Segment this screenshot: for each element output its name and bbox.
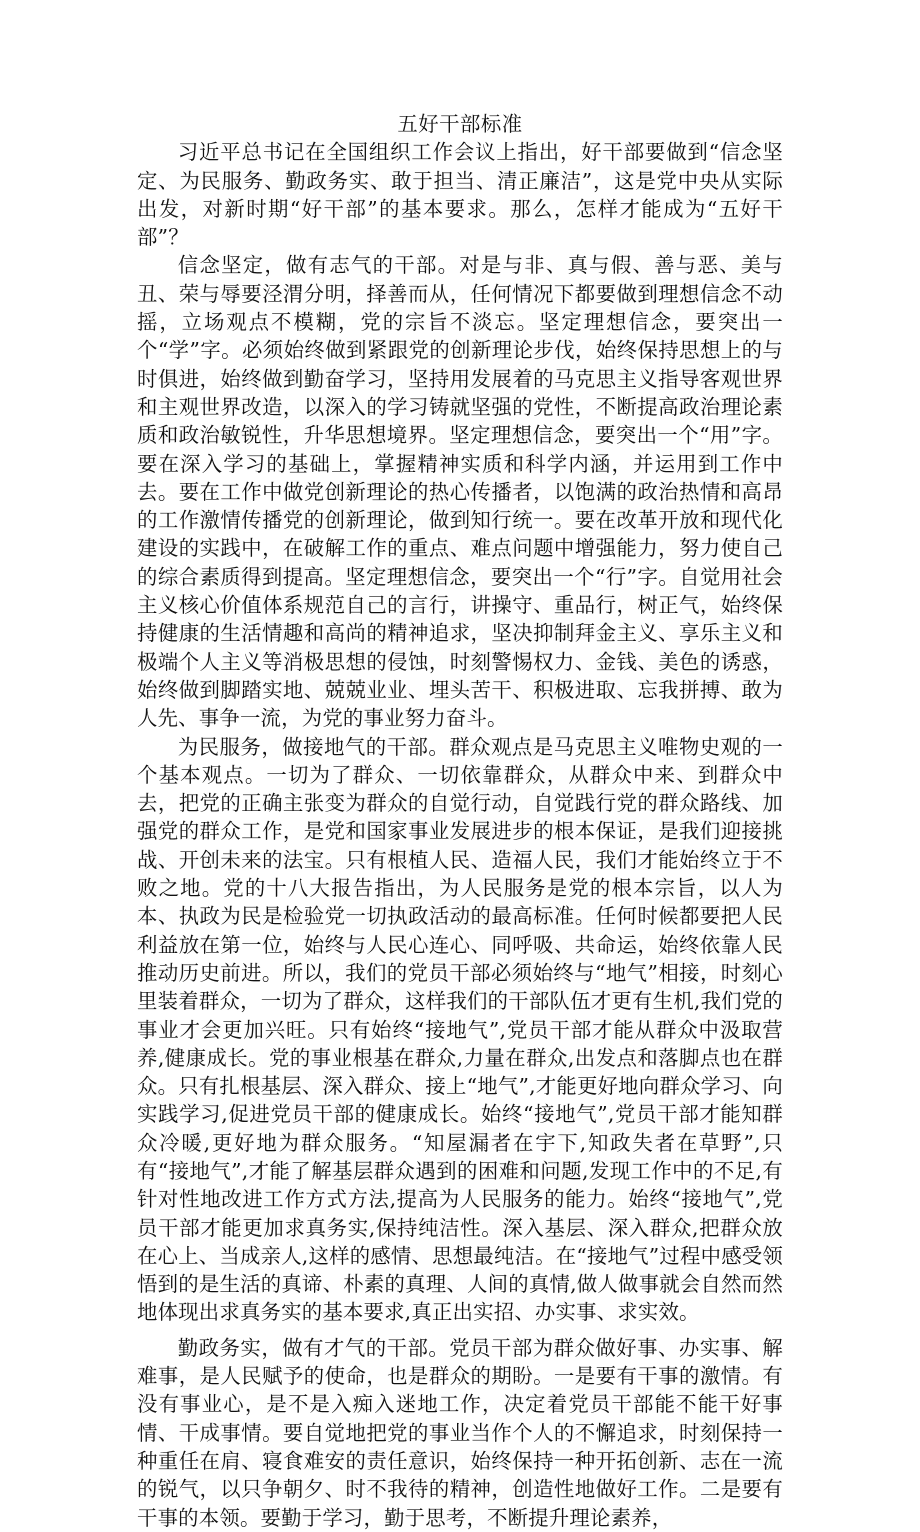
paragraph-diligent-work: 勤政务实，做有才气的干部。党员干部为群众做好事、办实事、解难事，是人民赋予的使命，也是群众的期盼。一是要有干事的激情。有没有事业心，是不是入痴入迷地工作，决定着党员干部能不能干好事情、干成事情。要自觉地把党的事业当作个人的不懈追求，时刻保持一种重任在肩、寝食难安的责任意识，始终保持一种开拓创新、志在一流的锐气，以只争朝夕、时不我待的精神，创造性地做好工作。二是要有干事的本领。要勤于学习，勤于思考，不断提升理论素养，: [137, 1335, 783, 1530]
paragraph-serve-people: 为民服务，做接地气的干部。群众观点是马克思主义唯物史观的一个基本观点。一切为了群众、一切依靠群众，从群众中来、到群众中去，把党的正确主张变为群众的自觉行动，自觉践行党的群众路线、加强党的群众工作，是党和国家事业发展进步的根本保证，是我们迎接挑战、开创未来的法宝。只有根植人民、造福人民，我们才能始终立于不败之地。党的十八大报告指出，为人民服务是党的根本宗旨，以人为本、执政为民是检验党一切执政活动的最高标准。任何时候都要把人民利益放在第一位，始终与人民心连心、同呼吸、共命运，始终依靠人民推动历史前进。所以，我们的党员干部必须始终与“地气”相接，时刻心里装着群众，一切为了群众，这样我们的干部队伍才更有生机,我们党的事业才会更加兴旺。只有始终“接地气”,党员干部才能从群众中汲取营养,健康成长。党的事业根基在群众,力量在群众,出发点和落脚点也在群众。只有扎根基层、深入群众、接上“地气”,才能更好地向群众学习、向实践学习,促进党员干部的健康成长。始终“接地气”,党员干部才能知群众冷暖,更好地为群众服务。“知屋漏者在宇下,知政失者在草野”,只有“接地气”,才能了解基层群众遇到的困难和问题,发现工作中的不足,有针对性地改进工作方式方法,提高为人民服务的能力。始终“接地气”,党员干部才能更加求真务实,保持纯洁性。深入基层、深入群众,把群众放在心上、当成亲人,这样的感情、思想最纯洁。在“接地气”过程中感受领悟到的是生活的真谛、朴素的真理、人间的真情,做人做事就会自然而然地体现出求真务实的基本要求,真正出实招、办实事、求实效。: [137, 734, 783, 1325]
document-title: 五好干部标准: [397, 112, 523, 136]
paragraph-firm-belief: 信念坚定，做有志气的干部。对是与非、真与假、善与恶、美与丑、荣与辱要泾渭分明，择善而从，任何情况下都要做到理想信念不动摇，立场观点不模糊，党的宗旨不淡忘。坚定理想信念，要突出一个“学”字。必须始终做到紧跟党的创新理论步伐，始终保持思想上的与时俱进，始终做到勤奋学习，坚持用发展着的马克思主义指导客观世界和主观世界改造，以深入的学习铸就坚强的党性，不断提高政治理论素质和政治敏锐性，升华思想境界。坚定理想信念，要突出一个“用”字。要在深入学习的基础上，掌握精神实质和科学内涵，并运用到工作中去。要在工作中做党创新理论的热心传播者，以饱满的政治热情和高昂的工作激情传播党的创新理论，做到知行统一。要在改革开放和现代化建设的实践中，在破解工作的重点、难点问题中增强能力，努力使自己的综合素质得到提高。坚定理想信念，要突出一个“行”字。自觉用社会主义核心价值体系规范自己的言行，讲操守、重品行，树正气，始终保持健康的生活情趣和高尚的精神追求，坚决抑制拜金主义、享乐主义和极端个人主义等消极思想的侵蚀，时刻警惕权力、金钱、美色的诱惑，始终做到脚踏实地、兢兢业业、埋头苦干、积极进取、忘我拼搏、敢为人先、事争一流，为党的事业努力奋斗。: [137, 253, 783, 731]
paragraph-intro: 习近平总书记在全国组织工作会议上指出，好干部要做到“信念坚定、为民服务、勤政务实、敢于担当、清正廉洁”，这是党中央从实际出发，对新时期“好干部”的基本要求。那么，怎样才能成为“五好干部”？: [137, 140, 783, 250]
document-page: [137, 110, 783, 1532]
